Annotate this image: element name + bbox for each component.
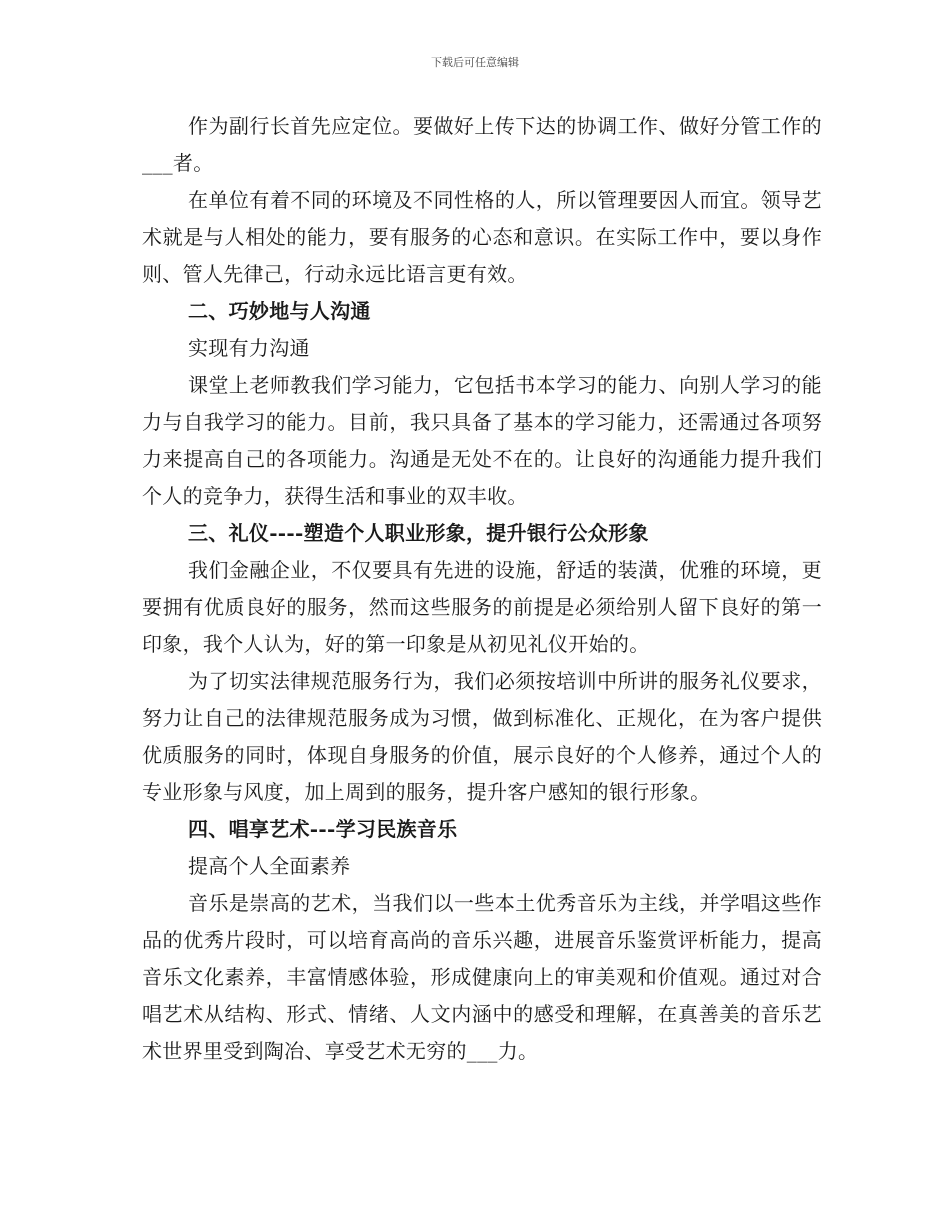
- page-header: 下载后可任意编辑: [431, 56, 519, 69]
- paragraph-leadership-art: 在单位有着不同的环境及不同性格的人，所以管理要因人而宜。领导艺术就是与人相处的能力，要有服务的心态和意识。在实际工作中，要以身作则、管人先律己，行动永远比语言更有效。: [142, 188, 822, 286]
- heading-etiquette: 三、礼仪----塑造个人职业形象，提升银行公众形象: [188, 521, 649, 545]
- heading-music: 四、唱享艺术---学习民族音乐: [188, 817, 458, 841]
- paragraph-financial-service: 我们金融企业，不仅要具有先进的设施，舒适的装潢，优雅的环境，更要拥有优质良好的服务，然而这些服务的前提是必须给别人留下良好的第一印象，我个人认为，好的第一印象是从初见礼仪开始的。: [142, 558, 822, 656]
- paragraph-learning-ability: 课堂上老师教我们学习能力，它包括书本学习的能力、向别人学习的能力与自我学习的能力。目前，我只具备了基本的学习能力，还需通过各项努力来提高自己的各项能力。沟通是无处不在的。让良好的沟通能力提升我们个人的竞争力，获得生活和事业的双丰收。: [142, 373, 822, 508]
- subheading-communication: 实现有力沟通: [188, 336, 310, 360]
- document-body: [142, 108, 822, 1070]
- paragraph-service-etiquette: 为了切实法律规范服务行为，我们必须按培训中所讲的服务礼仪要求，努力让自己的法律规范服务成为习惯，做到标准化、正规化，在为客户提供优质服务的同时，体现自身服务的价值，展示良好的个人修养，通过个人的专业形象与风度，加上周到的服务，提升客户感知的银行形象。: [142, 669, 822, 804]
- heading-communication: 二、巧妙地与人沟通: [188, 299, 371, 323]
- subheading-music: 提高个人全面素养: [188, 854, 351, 878]
- paragraph-music-art: 音乐是崇高的艺术，当我们以一些本土优秀音乐为主线，并学唱这些作品的优秀片段时，可以培育高尚的音乐兴趣，进展音乐鉴赏评析能力，提高音乐文化素养，丰富情感体验，形成健康向上的审美观和价值观。通过对合唱艺术从结构、形式、情绪、人文内涵中的感受和理解，在真善美的音乐艺术世界里受到陶冶、享受艺术无穷的___力。: [142, 891, 822, 1063]
- paragraph-positioning: 作为副行长首先应定位。要做好上传下达的协调工作、做好分管工作的___者。: [142, 114, 822, 175]
